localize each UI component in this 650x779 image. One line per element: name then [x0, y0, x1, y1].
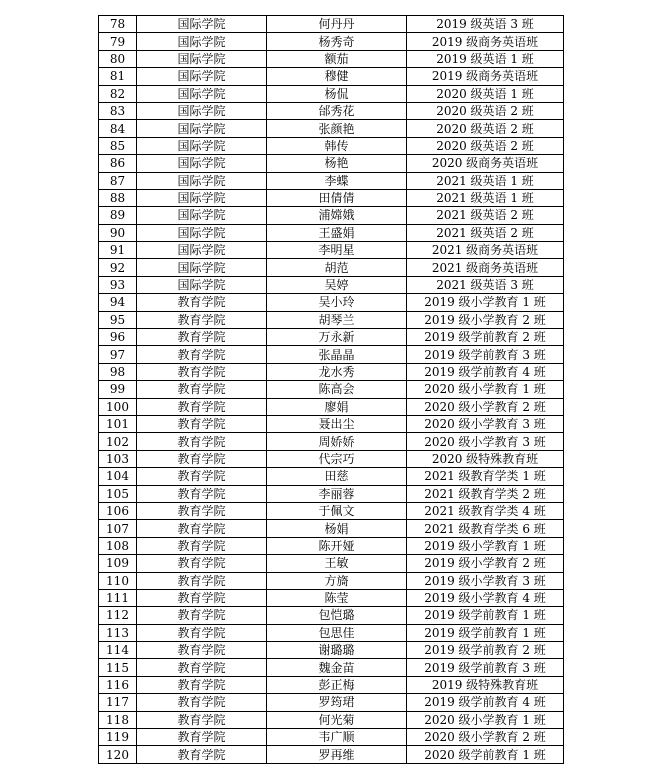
class-name-cell: 2021 级教育学类 6 班: [407, 520, 564, 537]
student-name-cell: 田倩倩: [267, 189, 407, 206]
row-number-cell: 93: [99, 276, 137, 293]
table-row: [99, 329, 564, 346]
student-name-cell: 聂出尘: [267, 415, 407, 432]
row-number-cell: 95: [99, 311, 137, 328]
student-name-cell: 谢璐璐: [267, 642, 407, 659]
college-cell: 教育学院: [137, 537, 267, 554]
row-number-cell: 99: [99, 381, 137, 398]
table-row: [99, 276, 564, 293]
student-name-cell: 方旖: [267, 572, 407, 589]
row-number-cell: 116: [99, 676, 137, 693]
table-row: [99, 537, 564, 554]
row-number-cell: 111: [99, 589, 137, 606]
student-name-cell: 李蝶: [267, 172, 407, 189]
table-row: [99, 189, 564, 206]
student-name-cell: 万永新: [267, 329, 407, 346]
college-cell: 教育学院: [137, 572, 267, 589]
row-number-cell: 97: [99, 346, 137, 363]
table-row: [99, 624, 564, 641]
student-name-cell: 廖娟: [267, 398, 407, 415]
student-name-cell: 吴婷: [267, 276, 407, 293]
student-name-cell: 魏金苗: [267, 659, 407, 676]
row-number-cell: 100: [99, 398, 137, 415]
class-name-cell: 2020 级小学教育 1 班: [407, 381, 564, 398]
student-name-cell: 何丹丹: [267, 16, 407, 33]
row-number-cell: 88: [99, 189, 137, 206]
student-list-body: [99, 16, 564, 764]
row-number-cell: 92: [99, 259, 137, 276]
row-number-cell: 91: [99, 242, 137, 259]
class-name-cell: 2021 级英语 2 班: [407, 207, 564, 224]
table-row: [99, 642, 564, 659]
row-number-cell: 86: [99, 155, 137, 172]
student-name-cell: 彭正梅: [267, 676, 407, 693]
class-name-cell: 2019 级小学教育 3 班: [407, 572, 564, 589]
college-cell: 教育学院: [137, 346, 267, 363]
college-cell: 国际学院: [137, 137, 267, 154]
table-row: [99, 694, 564, 711]
table-row: [99, 242, 564, 259]
table-row: [99, 259, 564, 276]
student-name-cell: 杨侃: [267, 85, 407, 102]
table-row: [99, 485, 564, 502]
table-row: [99, 381, 564, 398]
college-cell: 国际学院: [137, 68, 267, 85]
table-row: [99, 746, 564, 763]
college-cell: 国际学院: [137, 155, 267, 172]
class-name-cell: 2019 级小学教育 2 班: [407, 311, 564, 328]
row-number-cell: 78: [99, 16, 137, 33]
class-name-cell: 2020 级英语 2 班: [407, 137, 564, 154]
table-row: [99, 137, 564, 154]
table-row: [99, 468, 564, 485]
college-cell: 国际学院: [137, 120, 267, 137]
table-row: [99, 155, 564, 172]
college-cell: 国际学院: [137, 276, 267, 293]
student-name-cell: 吴小玲: [267, 294, 407, 311]
college-cell: 教育学院: [137, 607, 267, 624]
row-number-cell: 98: [99, 363, 137, 380]
college-cell: 教育学院: [137, 676, 267, 693]
student-name-cell: 李丽蓉: [267, 485, 407, 502]
row-number-cell: 83: [99, 102, 137, 119]
college-cell: 教育学院: [137, 450, 267, 467]
class-name-cell: 2020 级小学教育 2 班: [407, 729, 564, 746]
row-number-cell: 90: [99, 224, 137, 241]
table-row: [99, 16, 564, 33]
student-name-cell: 胡范: [267, 259, 407, 276]
row-number-cell: 119: [99, 729, 137, 746]
class-name-cell: 2020 级商务英语班: [407, 155, 564, 172]
class-name-cell: 2021 级教育学类 1 班: [407, 468, 564, 485]
table-row: [99, 50, 564, 67]
college-cell: 国际学院: [137, 85, 267, 102]
row-number-cell: 118: [99, 711, 137, 728]
college-cell: 教育学院: [137, 694, 267, 711]
student-name-cell: 何光菊: [267, 711, 407, 728]
student-name-cell: 杨娟: [267, 520, 407, 537]
college-cell: 国际学院: [137, 102, 267, 119]
table-row: [99, 68, 564, 85]
student-name-cell: 陈高会: [267, 381, 407, 398]
college-cell: 教育学院: [137, 294, 267, 311]
college-cell: 教育学院: [137, 311, 267, 328]
table-row: [99, 207, 564, 224]
table-row: [99, 659, 564, 676]
row-number-cell: 89: [99, 207, 137, 224]
college-cell: 教育学院: [137, 433, 267, 450]
row-number-cell: 108: [99, 537, 137, 554]
row-number-cell: 80: [99, 50, 137, 67]
class-name-cell: 2021 级英语 1 班: [407, 172, 564, 189]
student-name-cell: 田慈: [267, 468, 407, 485]
student-name-cell: 包恺璐: [267, 607, 407, 624]
table-row: [99, 363, 564, 380]
class-name-cell: 2021 级教育学类 4 班: [407, 502, 564, 519]
student-name-cell: 于佩文: [267, 502, 407, 519]
student-name-cell: 李明星: [267, 242, 407, 259]
student-name-cell: 穆健: [267, 68, 407, 85]
student-name-cell: 韦广顺: [267, 729, 407, 746]
table-row: [99, 33, 564, 50]
class-name-cell: 2019 级小学教育 4 班: [407, 589, 564, 606]
class-name-cell: 2019 级英语 3 班: [407, 16, 564, 33]
college-cell: 教育学院: [137, 711, 267, 728]
class-name-cell: 2019 级学前教育 4 班: [407, 694, 564, 711]
class-name-cell: 2020 级小学教育 1 班: [407, 711, 564, 728]
table-row: [99, 85, 564, 102]
class-name-cell: 2019 级学前教育 4 班: [407, 363, 564, 380]
table-row: [99, 102, 564, 119]
college-cell: 国际学院: [137, 224, 267, 241]
row-number-cell: 81: [99, 68, 137, 85]
class-name-cell: 2019 级学前教育 1 班: [407, 607, 564, 624]
student-name-cell: 包思佳: [267, 624, 407, 641]
row-number-cell: 96: [99, 329, 137, 346]
student-name-cell: 陈莹: [267, 589, 407, 606]
student-name-cell: 周娇娇: [267, 433, 407, 450]
college-cell: 教育学院: [137, 746, 267, 763]
college-cell: 国际学院: [137, 172, 267, 189]
table-row: [99, 729, 564, 746]
college-cell: 教育学院: [137, 520, 267, 537]
table-row: [99, 120, 564, 137]
row-number-cell: 110: [99, 572, 137, 589]
college-cell: 国际学院: [137, 242, 267, 259]
college-cell: 教育学院: [137, 468, 267, 485]
class-name-cell: 2020 级特殊教育班: [407, 450, 564, 467]
college-cell: 教育学院: [137, 624, 267, 641]
row-number-cell: 109: [99, 555, 137, 572]
table-row: [99, 711, 564, 728]
student-name-cell: 杨秀奇: [267, 33, 407, 50]
college-cell: 教育学院: [137, 398, 267, 415]
class-name-cell: 2021 级英语 1 班: [407, 189, 564, 206]
class-name-cell: 2019 级特殊教育班: [407, 676, 564, 693]
class-name-cell: 2019 级小学教育 1 班: [407, 537, 564, 554]
student-name-cell: 代宗巧: [267, 450, 407, 467]
row-number-cell: 117: [99, 694, 137, 711]
student-name-cell: 张晶晶: [267, 346, 407, 363]
row-number-cell: 79: [99, 33, 137, 50]
table-row: [99, 224, 564, 241]
class-name-cell: 2020 级小学教育 2 班: [407, 398, 564, 415]
college-cell: 国际学院: [137, 50, 267, 67]
table-row: [99, 398, 564, 415]
college-cell: 国际学院: [137, 33, 267, 50]
class-name-cell: 2019 级商务英语班: [407, 68, 564, 85]
student-name-cell: 韩传: [267, 137, 407, 154]
class-name-cell: 2019 级学前教育 2 班: [407, 329, 564, 346]
row-number-cell: 87: [99, 172, 137, 189]
student-name-cell: 王敏: [267, 555, 407, 572]
college-cell: 国际学院: [137, 16, 267, 33]
table-row: [99, 502, 564, 519]
class-name-cell: 2021 级商务英语班: [407, 242, 564, 259]
class-name-cell: 2020 级小学教育 3 班: [407, 415, 564, 432]
row-number-cell: 107: [99, 520, 137, 537]
row-number-cell: 114: [99, 642, 137, 659]
row-number-cell: 101: [99, 415, 137, 432]
class-name-cell: 2019 级小学教育 2 班: [407, 555, 564, 572]
row-number-cell: 102: [99, 433, 137, 450]
class-name-cell: 2021 级教育学类 2 班: [407, 485, 564, 502]
college-cell: 教育学院: [137, 659, 267, 676]
college-cell: 教育学院: [137, 329, 267, 346]
student-list-table: [98, 15, 564, 764]
class-name-cell: 2020 级英语 2 班: [407, 120, 564, 137]
class-name-cell: 2021 级商务英语班: [407, 259, 564, 276]
row-number-cell: 94: [99, 294, 137, 311]
college-cell: 教育学院: [137, 363, 267, 380]
class-name-cell: 2019 级英语 1 班: [407, 50, 564, 67]
college-cell: 教育学院: [137, 589, 267, 606]
table-row: [99, 415, 564, 432]
student-name-cell: 罗筠珺: [267, 694, 407, 711]
row-number-cell: 113: [99, 624, 137, 641]
row-number-cell: 104: [99, 468, 137, 485]
table-row: [99, 555, 564, 572]
student-name-cell: 胡琴兰: [267, 311, 407, 328]
row-number-cell: 82: [99, 85, 137, 102]
table-row: [99, 572, 564, 589]
row-number-cell: 112: [99, 607, 137, 624]
class-name-cell: 2019 级学前教育 1 班: [407, 624, 564, 641]
student-name-cell: 王盛娟: [267, 224, 407, 241]
table-row: [99, 294, 564, 311]
college-cell: 教育学院: [137, 415, 267, 432]
class-name-cell: 2020 级英语 2 班: [407, 102, 564, 119]
student-name-cell: 陈开娅: [267, 537, 407, 554]
college-cell: 教育学院: [137, 502, 267, 519]
table-row: [99, 172, 564, 189]
row-number-cell: 103: [99, 450, 137, 467]
college-cell: 国际学院: [137, 259, 267, 276]
class-name-cell: 2019 级学前教育 3 班: [407, 659, 564, 676]
class-name-cell: 2021 级英语 2 班: [407, 224, 564, 241]
table-row: [99, 676, 564, 693]
college-cell: 国际学院: [137, 189, 267, 206]
table-row: [99, 311, 564, 328]
class-name-cell: 2019 级学前教育 3 班: [407, 346, 564, 363]
table-row: [99, 433, 564, 450]
row-number-cell: 105: [99, 485, 137, 502]
student-name-cell: 浦嫦娥: [267, 207, 407, 224]
row-number-cell: 85: [99, 137, 137, 154]
class-name-cell: 2021 级英语 3 班: [407, 276, 564, 293]
student-name-cell: 杨艳: [267, 155, 407, 172]
class-name-cell: 2019 级学前教育 2 班: [407, 642, 564, 659]
row-number-cell: 115: [99, 659, 137, 676]
student-name-cell: 张颜艳: [267, 120, 407, 137]
class-name-cell: 2019 级商务英语班: [407, 33, 564, 50]
student-name-cell: 额茄: [267, 50, 407, 67]
class-name-cell: 2020 级英语 1 班: [407, 85, 564, 102]
row-number-cell: 84: [99, 120, 137, 137]
college-cell: 教育学院: [137, 642, 267, 659]
class-name-cell: 2019 级小学教育 1 班: [407, 294, 564, 311]
college-cell: 国际学院: [137, 207, 267, 224]
table-row: [99, 520, 564, 537]
college-cell: 教育学院: [137, 485, 267, 502]
student-name-cell: 罗再维: [267, 746, 407, 763]
table-row: [99, 589, 564, 606]
college-cell: 教育学院: [137, 555, 267, 572]
row-number-cell: 106: [99, 502, 137, 519]
class-name-cell: 2020 级小学教育 3 班: [407, 433, 564, 450]
row-number-cell: 120: [99, 746, 137, 763]
college-cell: 教育学院: [137, 729, 267, 746]
student-name-cell: 龙水秀: [267, 363, 407, 380]
table-row: [99, 607, 564, 624]
table-row: [99, 450, 564, 467]
student-name-cell: 邰秀花: [267, 102, 407, 119]
class-name-cell: 2020 级学前教育 1 班: [407, 746, 564, 763]
college-cell: 教育学院: [137, 381, 267, 398]
table-row: [99, 346, 564, 363]
